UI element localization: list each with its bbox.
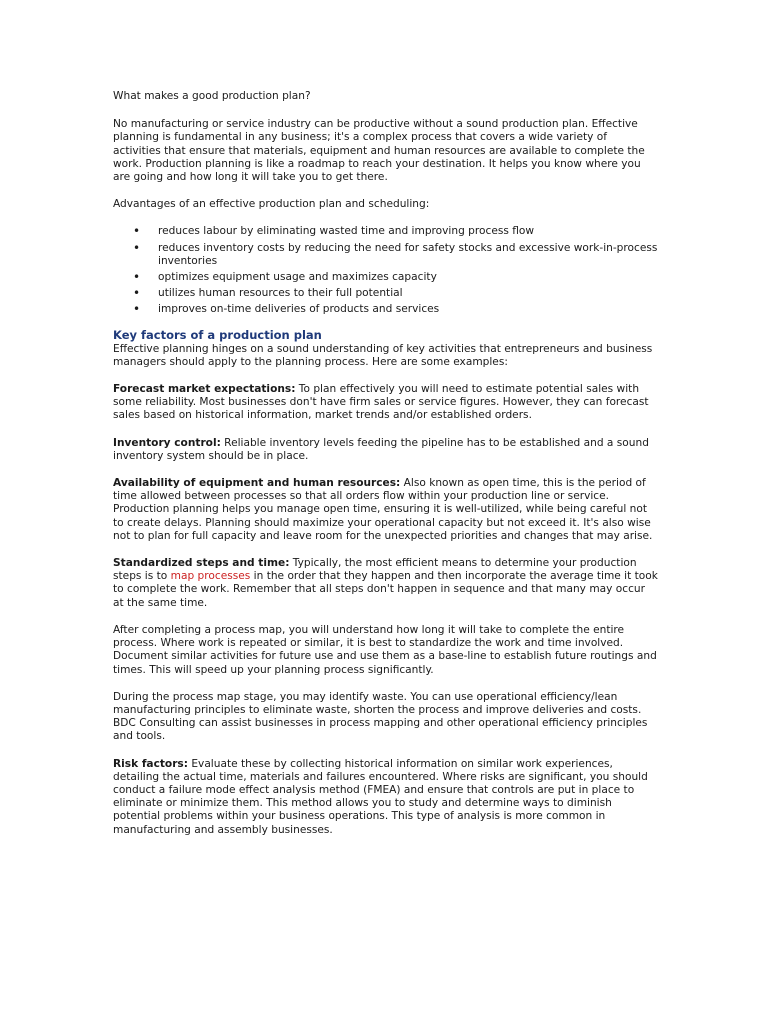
intro-paragraph: No manufacturing or service industry can be productive without a sound production plan. Effective planning is fundamental in any business; it's a complex process that covers a wide variety of activities that ensure that materials, equipment and human resources are available to complete the work. Production planning is like a roadmap to reach your destination. It helps you know where you are going and how long it will take you to get there.: [113, 118, 645, 184]
map-processes-link[interactable]: map processes: [170, 570, 251, 583]
forecast-paragraph: [113, 383, 658, 423]
bullet-icon: •: [133, 240, 141, 255]
inventory-paragraph: [113, 437, 658, 463]
availability-label: Availability of equipment and human resources:: [113, 477, 401, 490]
availability-paragraph: [113, 477, 658, 543]
standardized-text-after: in the order that they happen and then incorporate the average time it took to complete the work. Remember that all steps don't happen in sequence and that many may occur at the same time.: [113, 570, 658, 609]
document-page: [113, 90, 658, 851]
risk-text: Evaluate these by collecting historical information on similar work experiences, detailing the actual time, materials and failures encountered. Where risks are significant, you should conduct a failure mode effect analysis method (FMEA) and ensure that controls are put in place to eliminate or minimize them. This method allows you to study and determine ways to diminish potential problems within your business operations. This type of analysis is more common in manufacturing and assembly businesses.: [113, 757, 648, 836]
list-item-text: reduces labour by eliminating wasted time and improving process flow: [158, 225, 535, 238]
list-item: [113, 271, 658, 284]
process-map-paragraph: After completing a process map, you will understand how long it will take to complete the entire process. Where work is repeated or similar, it is best to standardize the work and time involved. Document similar activities for future use and use them as a base-line to establish future routings and times. This will speed up your planning process significantly.: [113, 623, 657, 676]
standardized-paragraph: [113, 557, 658, 610]
bullet-icon: •: [133, 224, 141, 239]
bullet-icon: •: [133, 270, 141, 285]
inventory-label: Inventory control:: [113, 436, 221, 449]
list-item: [113, 303, 658, 316]
key-factors-heading: Key factors of a production plan: [113, 327, 322, 342]
risk-label: Risk factors:: [113, 757, 188, 770]
list-item-text: optimizes equipment usage and maximizes capacity: [158, 271, 437, 284]
question-heading: What makes a good production plan?: [113, 90, 311, 102]
list-item-text: improves on-time deliveries of products and services: [158, 303, 440, 316]
list-item: [113, 287, 658, 300]
standardized-label: Standardized steps and time:: [113, 557, 290, 570]
list-item: [113, 225, 658, 238]
list-item: [113, 242, 658, 268]
key-factors-lead: Effective planning hinges on a sound understanding of key activities that entrepreneurs and business managers should apply to the planning process. Here are some examples:: [113, 342, 653, 368]
waste-paragraph: During the process map stage, you may identify waste. You can use operational efficiency/lean manufacturing principles to eliminate waste, shorten the process and improve deliveries and costs. BDC Consulting can assist businesses in process mapping and other operational efficiency principles and tools.: [113, 690, 648, 743]
forecast-label: Forecast market expectations:: [113, 383, 296, 396]
standardized-text-before: Typically, the most efficient means to determine your production steps is to: [113, 557, 637, 583]
forecast-text: To plan effectively you will need to estimate potential sales with some reliability. Most businesses don't have firm sales or service figures. However, they can forecast sales based on historical information, market trends and/or established orders.: [113, 383, 649, 422]
advantages-list: [113, 225, 658, 316]
risk-paragraph: [113, 758, 658, 837]
availability-text: Also known as open time, this is the period of time allowed between processes so that all orders flow within your production line or service. Production planning helps you manage open time, ensuring it is well-utilized, while being careful not to create delays. Planning should maximize your operational capacity but not exceed it. It's also wise not to plan for full capacity and leave room for the unexpected priorities and changes that may arise.: [113, 477, 653, 542]
inventory-text: Reliable inventory levels feeding the pipeline has to be established and a sound inventory system should be in place.: [113, 436, 649, 462]
advantages-lead: Advantages of an effective production plan and scheduling:: [113, 198, 430, 211]
bullet-icon: •: [133, 286, 141, 301]
list-item-text: utilizes human resources to their full potential: [158, 287, 403, 300]
list-item-text: reduces inventory costs by reducing the need for safety stocks and excessive work-in-process inventories: [158, 241, 658, 267]
bullet-icon: •: [133, 302, 141, 317]
